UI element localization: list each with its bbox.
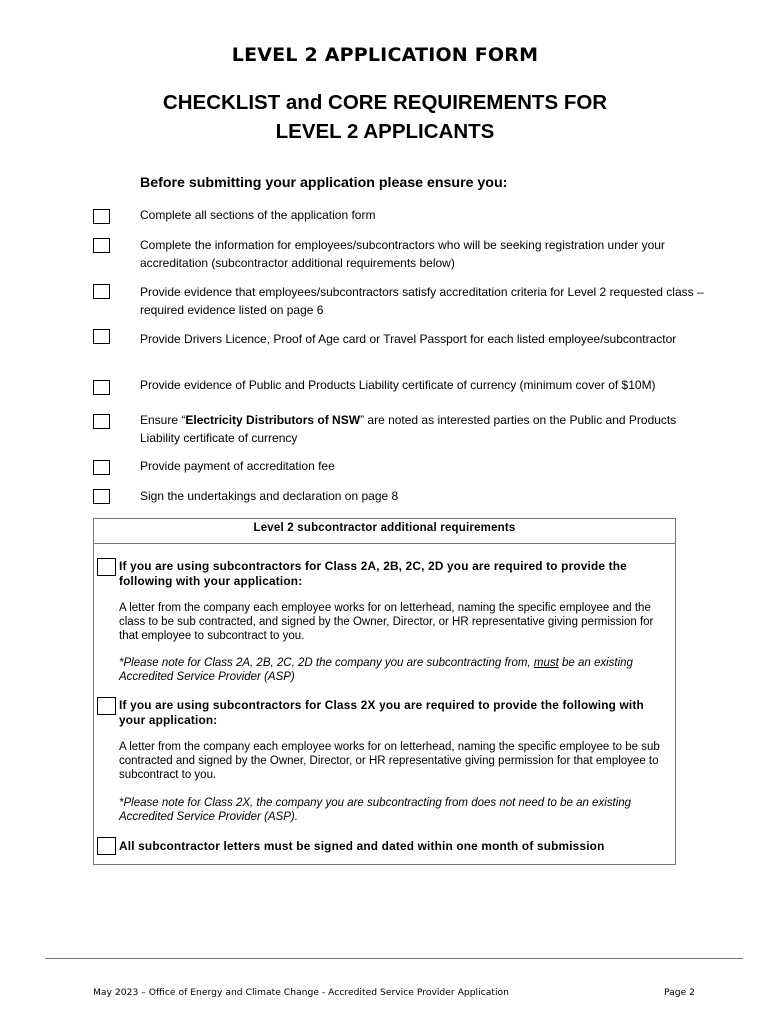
checklist-item-6 [140,412,710,447]
subcontractor-heading: Level 2 subcontractor additional requirements [94,519,675,544]
subtitle-line-1: CHECKLIST and CORE REQUIREMENTS FOR [162,91,608,114]
letters-dated-heading: All subcontractor letters must be signed and dated within one month of submission [119,839,605,853]
checklist-item-4: Provide Drivers Licence, Proof of Age card or Travel Passport for each listed employee/subcontractor [140,332,677,346]
footer-divider [45,958,743,959]
class-2x-heading: If you are using subcontractors for Class 2X you are required to provide the following with your application: [119,698,644,727]
class-2x-note: *Please note for Class 2X, the company you are subcontracting from does not need to be an existing Accredited Service Provider (ASP). [119,797,632,823]
note-must: must [533,657,559,669]
note-pre: *Please note for Class 2A, 2B, 2C, 2D the company you are subcontracting from, [119,657,534,669]
checkbox-interested-parties[interactable] [93,414,110,429]
checklist-intro: Before submitting your application please ensure you: [140,175,508,191]
class-2x-text: A letter from the company each employee works for on letterhead, naming the specific employee to be sub contracted and signed by the Owner, Director, or HR representative giving permission for that employee to subcontract to you. [119,741,660,781]
item-6-prefix: Ensure “ [140,413,186,427]
class-2a-2d-text: A letter from the company each employee works for on letterhead, naming the specific employee and the class to be sub contracted, and signed by the Owner, Director, or HR representative giving permission for that employee to subcontract to you. [119,602,654,642]
checklist-item-7: Provide payment of accreditation fee [140,459,335,473]
checkbox-accreditation-evidence[interactable] [93,284,110,299]
checklist-item-1: Complete all sections of the application form [140,208,376,222]
checklist-item-2: Complete the information for employees/subcontractors who will be seeking registration under your accreditation (subcontractor additional requirements below) [140,238,665,270]
checkbox-payment[interactable] [93,460,110,475]
subcontractor-requirements-box [93,518,676,865]
page-subtitle [0,88,770,146]
item-6-suffix: ” are noted as interested parties on the Public and Products Liability certificate of currency [140,413,677,445]
checklist-item-8: Sign the undertakings and declaration on page 8 [140,489,399,503]
footer-text: May 2023 – Office of Energy and Climate Change - Accredited Service Provider Application [93,987,509,998]
class-2a-2d-heading: If you are using subcontractors for Class 2A, 2B, 2C, 2D you are required to provide the following with your application: [119,559,627,588]
checkbox-liability-certificate[interactable] [93,380,110,395]
checkbox-class-2x[interactable] [97,697,116,715]
class-2a-2d-note [119,656,669,684]
item-6-bold: Electricity Distributors of NSW [185,413,361,427]
checklist-item-3: Provide evidence that employees/subcontractors satisfy accreditation criteria for Level 2 requested class – required evidence listed on page 6 [140,285,704,317]
checklist-item-5: Provide evidence of Public and Products Liability certificate of currency (minimum cover of $10M) [140,378,656,392]
checkbox-employee-info[interactable] [93,238,110,253]
checkbox-undertakings[interactable] [93,489,110,504]
page-number: Page 2 [664,987,696,998]
note-post: be an existing Accredited Service Provider (ASP) [119,657,633,683]
subtitle-line-2: LEVEL 2 APPLICANTS [275,120,495,143]
form-title: LEVEL 2 APPLICATION FORM [231,44,539,66]
checkbox-letters-dated[interactable] [97,837,116,855]
checkbox-complete-sections[interactable] [93,209,110,224]
checkbox-id-documents[interactable] [93,329,110,344]
checkbox-class-2a-2d[interactable] [97,558,116,576]
